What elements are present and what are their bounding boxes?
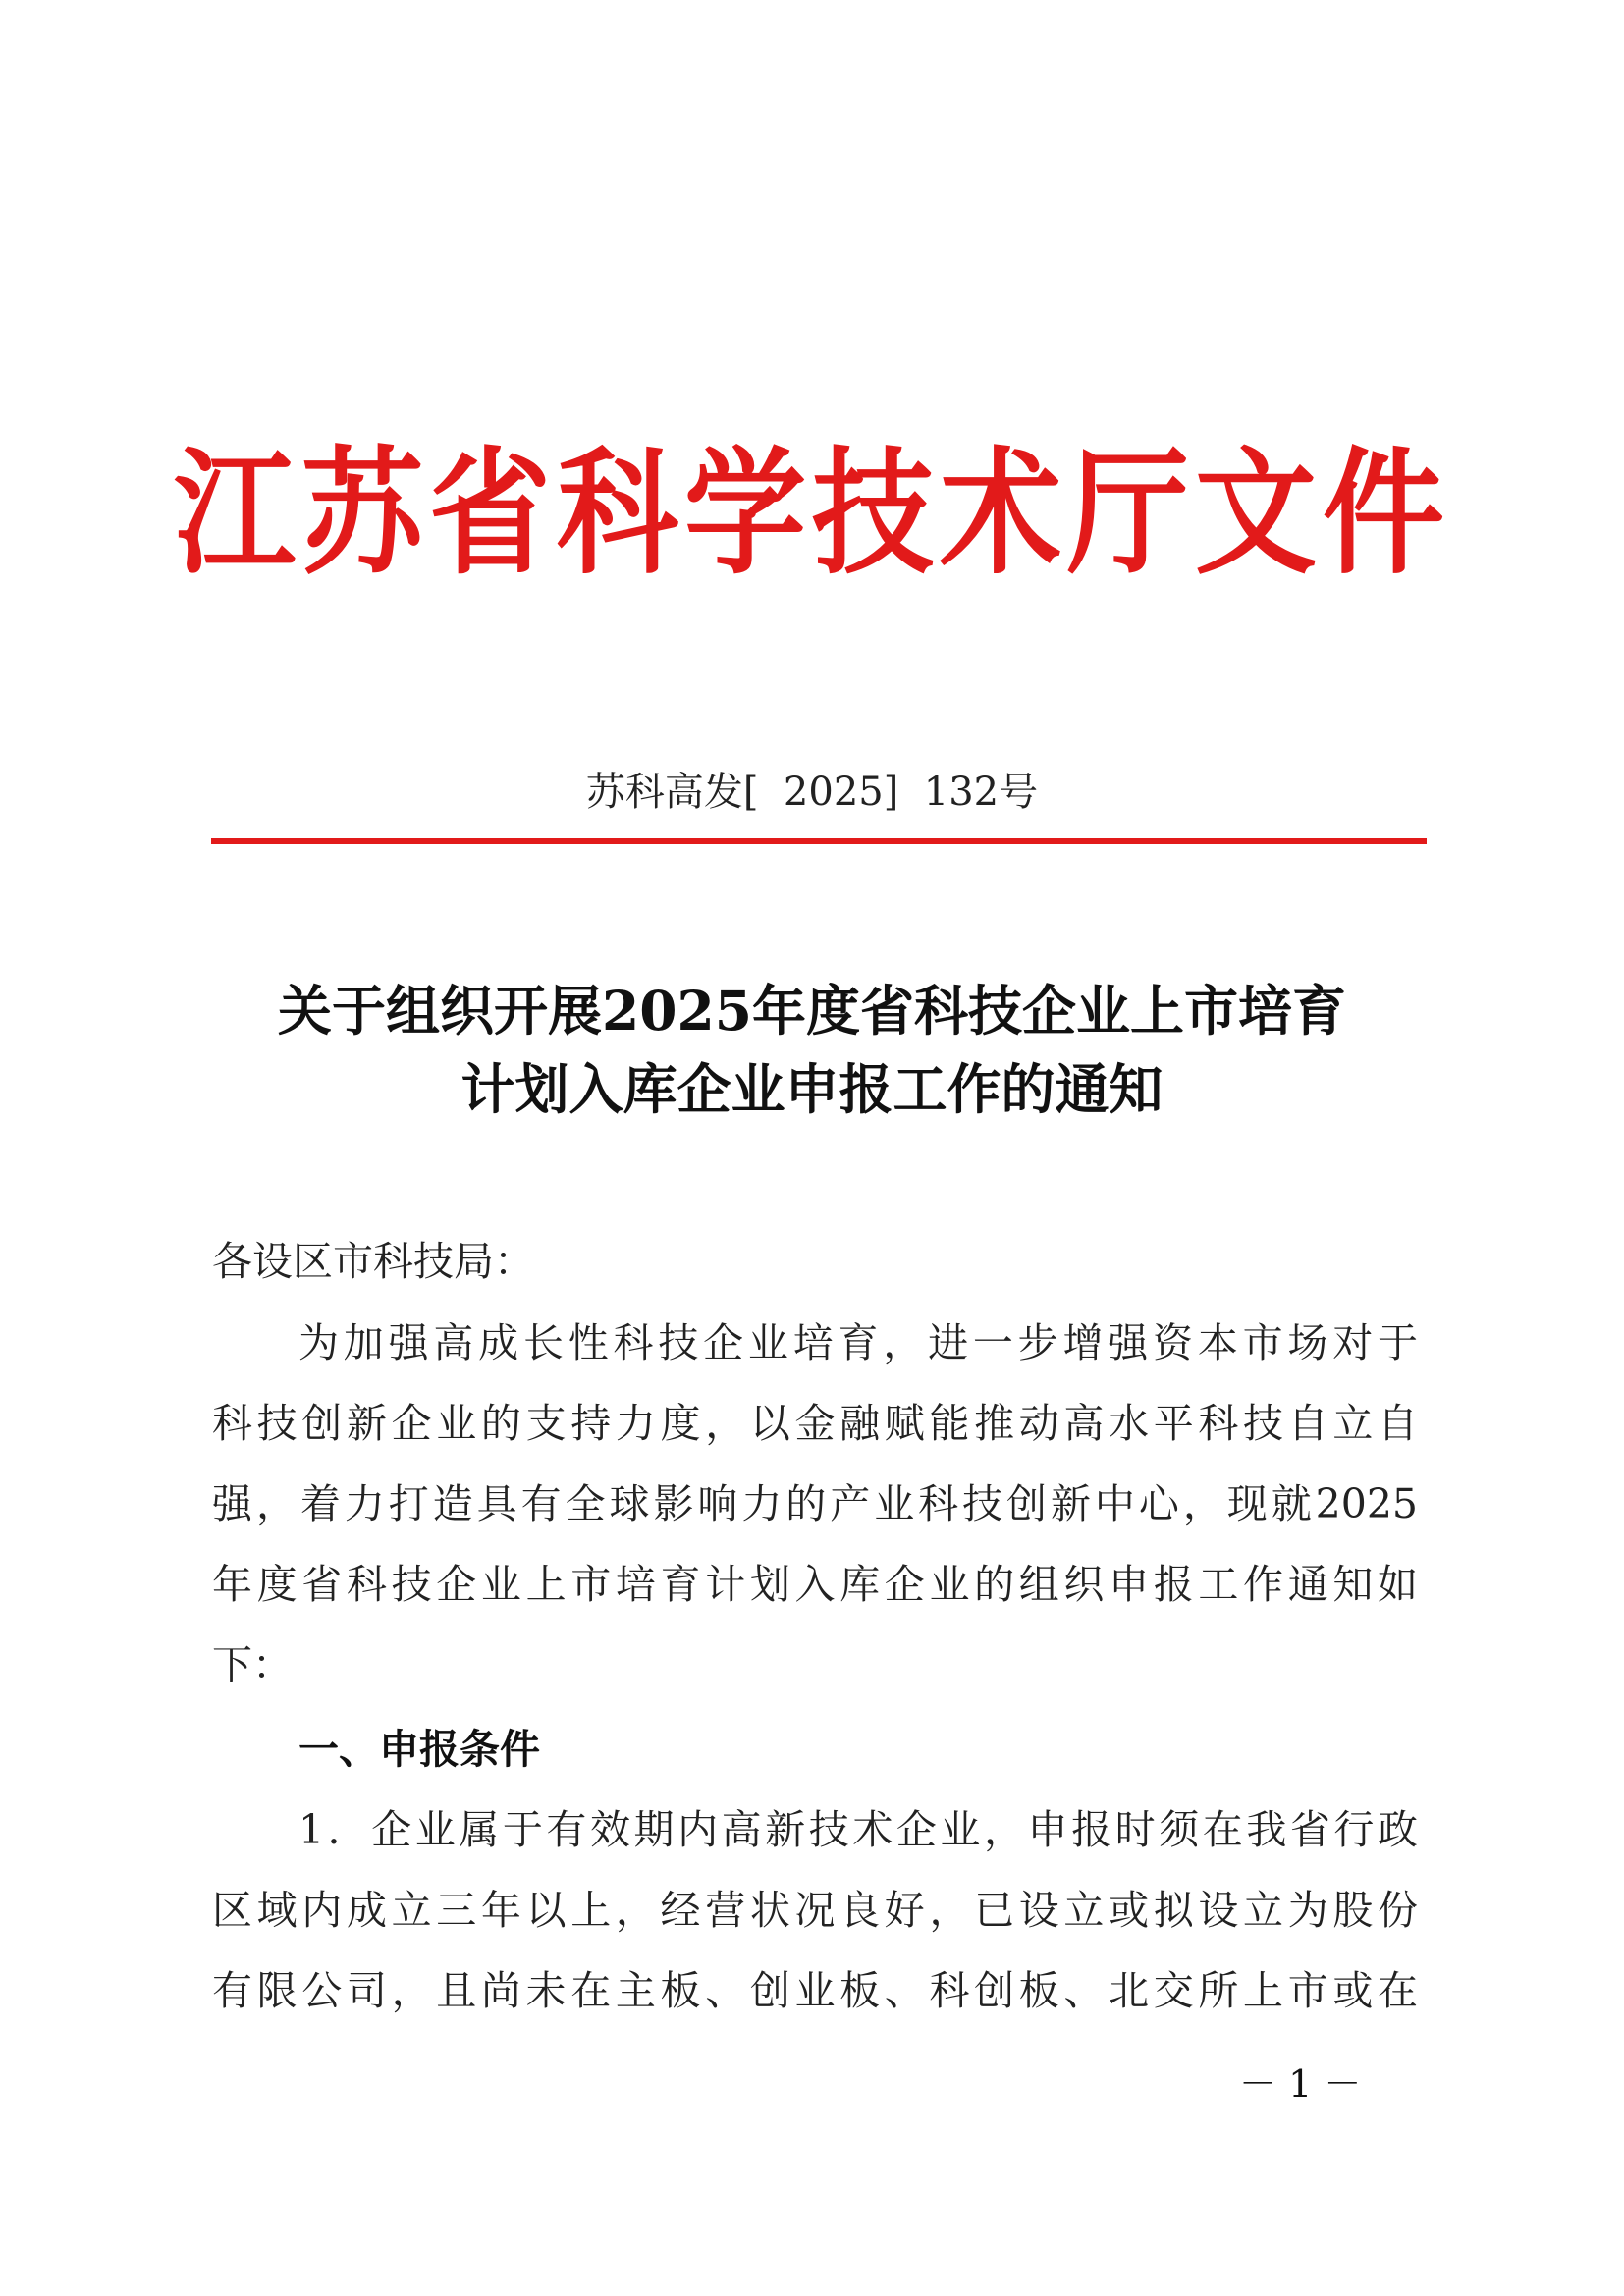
section-heading-1: 一、申报条件 xyxy=(298,1726,540,1773)
paragraph-2-line-3: 有限公司，且尚未在主板、创业板、科创板、北交所上市或在 xyxy=(212,1967,1418,2014)
salutation: 各设区市科技局： xyxy=(212,1238,534,1285)
paragraph-1-line-1: 为加强高成长性科技企业培育，进一步增强资本市场对于 xyxy=(298,1319,1418,1366)
masthead-title: 江苏省科学技术厅文件 xyxy=(173,435,1450,594)
paragraph-1-line-5: 下： xyxy=(212,1641,293,1688)
notice-title-line-2: 计划入库企业申报工作的通知 xyxy=(460,1057,1164,1121)
paragraph-1-line-2: 科技创新企业的支持力度，以金融赋能推动高水平科技自立自 xyxy=(212,1400,1418,1447)
notice-title xyxy=(0,972,1624,1129)
paragraph-1-line-3: 强，着力打造具有全球影响力的产业科技创新中心，现就2025 xyxy=(212,1480,1418,1527)
page-number: － 1 － xyxy=(1239,2062,1362,2106)
paragraph-1-line-4: 年度省科技企业上市培育计划入库企业的组织申报工作通知如 xyxy=(212,1561,1418,1608)
notice-title-line-1: 关于组织开展2025年度省科技企业上市培育 xyxy=(277,979,1347,1042)
paragraph-2-line-1: 1．企业属于有效期内高新技术企业，申报时须在我省行政 xyxy=(298,1806,1418,1853)
paragraph-2-line-2: 区域内成立三年以上，经营状况良好，已设立或拟设立为股份 xyxy=(212,1887,1418,1934)
document-number: 苏科高发[ 2025] 132号 xyxy=(585,770,1039,815)
red-divider-line xyxy=(211,838,1427,844)
